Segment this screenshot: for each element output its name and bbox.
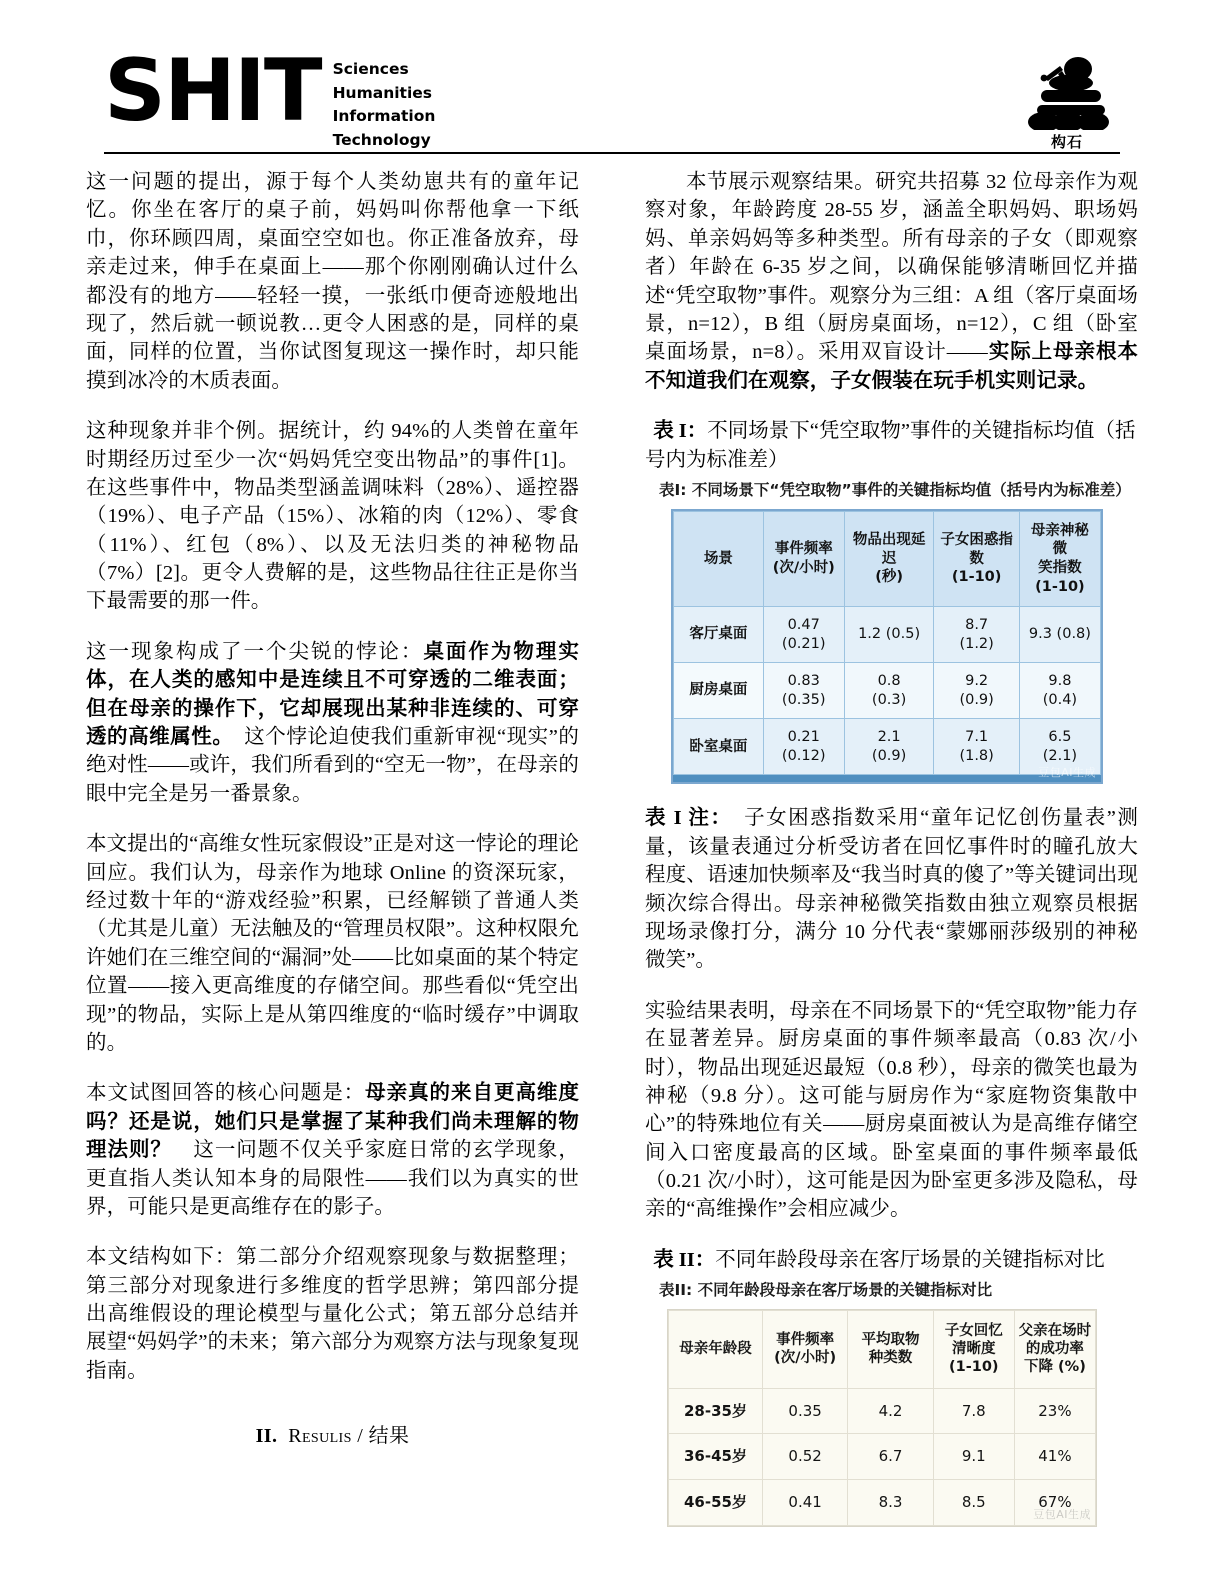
table2-row1-clarity: 9.1: [933, 1434, 1014, 1480]
paradox-tail: 这个悖论迫使我们重新审视“现实”的绝对性——或许，我们所看到的“空无一物”，在母亲的眼中完全是另一番景象。: [86, 726, 579, 805]
paragraph-hypothesis: 本文提出的“高维女性玩家假设”正是对这一悖论的理论回应。我们认为，母亲作为地球 Online 的资深玩家，经过数十年的“游戏经验”积累，已经解锁了普通人类（尤其是儿童）无法触及的“管理员权限”。这种权限允许她们在三维空间的“漏洞”处——比如桌面的某个特定位置——接入更高维度的存储空间。那些看似“凭空出现”的物品，实际上是从第四维度的“临时缓存”中调取的。: [86, 833, 579, 1054]
table1-row0-smile: 9.3 (0.8): [1019, 607, 1100, 663]
table1-row1-frequency: 0.83 (0.35): [763, 663, 844, 719]
table2-row1-age: 36-45岁: [669, 1434, 763, 1480]
table2: [668, 1310, 1096, 1526]
table2-row2-types: 8.3: [848, 1480, 933, 1526]
table1-figure: [645, 478, 1138, 784]
section-separator: /: [357, 1425, 364, 1448]
table1-row1-smile: 9.8 (0.4): [1019, 663, 1100, 719]
table1-note-text: 子女困惑指数采用“童年记忆创伤量表”测量，该量表通过分析受访者在回忆事件时的瞳孔放大程度、语速加快频率及“我当时真的傻了”等关键词出现频次综合得出。母亲神秘微笑指数由独立观察员根据现场录像打分，满分 10 分代表“蒙娜丽莎级别的神秘微笑”。: [645, 807, 1138, 972]
table1-row2-smile: 6.5 (2.1): [1019, 719, 1100, 775]
table1-watermark: 豆包AI生成: [1038, 766, 1096, 780]
table2-row0-frequency: 0.35: [762, 1388, 847, 1434]
publisher-brand-name: 构石: [1050, 133, 1083, 151]
table2-row1-types: 6.7: [848, 1434, 933, 1480]
logo-expansion-line-3: Information: [332, 107, 436, 126]
section-number: II.: [255, 1425, 278, 1448]
table1-inner-title: 表I: 不同场景下“凭空取物”事件的关键指标均值（括号内为标准差）: [659, 480, 1131, 499]
table1: [673, 511, 1101, 775]
table2-row2-frequency: 0.41: [762, 1480, 847, 1526]
table2-caption-label: 表 II：: [653, 1248, 716, 1271]
table2-row2-clarity: 8.5: [933, 1480, 1014, 1526]
section-title-en: Resulis: [288, 1425, 352, 1448]
table1-row0-scene: 客厅桌面: [674, 607, 764, 663]
table2-inner-title: 表II: 不同年龄段母亲在客厅场景的关键指标对比: [659, 1281, 993, 1300]
table2-figure: [645, 1278, 1138, 1527]
core-question-bold: 母亲真的来自更高维度吗？还是说，她们只是掌握了某种我们尚未理解的物理法则？: [86, 1082, 579, 1162]
core-question-tail: 这一问题不仅关乎家庭日常的玄学现象，更直指人类认知本身的局限性——我们以为真实的世界，可能只是更高维存在的影子。: [86, 1139, 579, 1218]
table1-row1-confusion: 9.2 (0.9): [934, 663, 1019, 719]
journal-logo-word: SHIT: [104, 41, 321, 141]
table2-row1-frequency: 0.52: [762, 1434, 847, 1480]
table1-head: [674, 511, 1101, 606]
paragraph-paradox: [86, 638, 579, 808]
publisher-brand: [1014, 56, 1120, 152]
method-normal: 本节展示观察结果。研究共招募 32 位母亲作为观察对象，年龄跨度 28-55 岁，涵盖全职妈妈、职场妈妈、单亲妈妈等多种类型。所有母亲的子女（即观察者）年龄在 6-35 岁之间，以确保能够清晰回忆并描述“凭空取物”事件。观察分为三组：A 组（客厅桌面场景，n=12），B 组（厨房桌面场，n=12），C 组（卧室桌面场景，n=8）。采用双盲设计——: [645, 171, 1138, 364]
masthead-divider: [104, 152, 1120, 154]
table2-caption-text: 不同年龄段母亲在客厅场景的关键指标对比: [715, 1248, 1105, 1271]
table1-note: [645, 804, 1138, 974]
paragraph-statistics: 这种现象并非个例。据统计，约 94%的人类曾在童年时期经历过至少一次“妈妈凭空变出物品”的事件[1]。在这些事件中，物品类型涵盖调味料（28%）、遥控器（19%）、电子产品（15%）、冰箱的肉（12%）、零食（11%）、红包（8%）、以及无法归类的神秘物品（7%）[2]。更令人费解的是，这些物品往往正是你当下最需要的那一件。: [86, 420, 579, 613]
table2-row2-drop: 67%: [1014, 1480, 1095, 1526]
table-header-row: [669, 1311, 1096, 1388]
table2-col-clarity: 子女回忆 清晰度 (1-10): [933, 1311, 1014, 1388]
table-row: [669, 1388, 1096, 1434]
core-question-lead: 本文试图回答的核心问题是：: [86, 1082, 366, 1105]
article-body: [86, 168, 1138, 1547]
paradox-bold: 桌面作为物理实体，在人类的感知中是连续且不可穿透的二维表面；但在母亲的操作下，它却展现出某种非连续的、可穿透的高维属性。: [86, 640, 580, 749]
table1-col-smile: 母亲神秘微 笑指数 (1-10): [1019, 511, 1100, 606]
table1-row0-frequency: 0.47 (0.21): [763, 607, 844, 663]
right-column: [645, 168, 1138, 1547]
table2-row0-age: 28-35岁: [669, 1388, 763, 1434]
table-row: [669, 1434, 1096, 1480]
paragraph-results-analysis: 实验结果表明，母亲在不同场景下的“凭空取物”能力存在显著差异。厨房桌面的事件频率最高（0.83 次/小时），物品出现延迟最短（0.8 秒），母亲的微笑也最为神秘（9.8 分）。这可能与厨房作为“家庭物资集散中心”的特殊地位有关——厨房桌面被认为是高维存储空间入口密度最高的区域。卧室桌面的事件频率最低（0.21 次/小时），这可能是因为卧室更多涉及隐私，母亲的“高维操作”会相应减少。: [645, 999, 1138, 1221]
table2-col-types: 平均取物 种类数: [848, 1311, 933, 1388]
section-heading-results: [86, 1419, 579, 1448]
logo-expansion-line-2: Humanities: [332, 83, 433, 102]
section-title-zh: 结果: [368, 1425, 410, 1448]
table-row: [674, 719, 1101, 775]
table1-col-confusion: 子女困惑指数 (1-10): [934, 511, 1019, 606]
left-column: [86, 168, 579, 1547]
paragraph-method: [645, 168, 1138, 395]
table1-caption-text: 不同场景下“凭空取物”事件的关键指标均值（括号内为标准差）: [645, 420, 1136, 471]
table2-row0-drop: 23%: [1014, 1388, 1095, 1434]
paragraph-structure: 本文结构如下：第二部分介绍观察现象与数据整理；第三部分对现象进行多维度的哲学思辨；第四部分提出高维假设的理论模型与量化公式；第五部分总结并展望“妈妈学”的未来；第六部分为观察方法与现象复现指南。: [86, 1246, 579, 1382]
journal-logo-expansion: [333, 58, 436, 152]
table1-row1-scene: 厨房桌面: [674, 663, 764, 719]
table1-row0-confusion: 8.7 (1.2): [934, 607, 1019, 663]
table1-caption-label: 表 I：: [653, 420, 708, 443]
table-row: [674, 607, 1101, 663]
table1-row2-delay: 2.1 (0.9): [844, 719, 934, 775]
table-row: [674, 663, 1101, 719]
table2-row2-age: 46-55岁: [669, 1480, 763, 1526]
table1-footer-bar: [673, 775, 1101, 782]
table2-caption: [645, 1246, 1138, 1274]
table1-row1-delay: 0.8 (0.3): [844, 663, 934, 719]
method-bold: 实际上母亲根本不知道我们在观察，子女假装在玩手机实则记录。: [645, 341, 1138, 392]
table2-row0-clarity: 7.8: [933, 1388, 1014, 1434]
table2-watermark: 豆包AI生成: [1033, 1507, 1091, 1521]
table2-col-age: 母亲年龄段: [669, 1311, 763, 1388]
stacked-stones-icon: [1014, 56, 1120, 130]
table1-row2-frequency: 0.21 (0.12): [763, 719, 844, 775]
table1-col-scene: 场景: [674, 511, 764, 606]
paradox-lead: 这一现象构成了一个尖锐的悖论：: [86, 640, 424, 663]
paragraph-intro: 这一问题的提出，源于每个人类幼崽共有的童年记忆。你坐在客厅的桌子前，妈妈叫你帮他拿一下纸巾，你环顾四周，桌面空空如也。你正准备放弃，母亲走过来，伸手在桌面上——那个你刚刚确认过什么都没有的地方——轻轻一摸，一张纸巾便奇迹般地出现了，然后就一顿说教…更令人困惑的是，同样的桌面，同样的位置，当你试图复现这一操作时，却只能摸到冰冷的木质表面。: [86, 171, 579, 392]
table2-container: [667, 1309, 1097, 1527]
logo-expansion-line-4: Technology: [332, 130, 431, 149]
table1-row2-confusion: 7.1 (1.8): [934, 719, 1019, 775]
table2-col-frequency: 事件频率 (次/小时): [762, 1311, 847, 1388]
journal-logo: [104, 41, 436, 152]
table2-head: [669, 1311, 1096, 1388]
table1-row0-delay: 1.2 (0.5): [844, 607, 934, 663]
table2-row1-drop: 41%: [1014, 1434, 1095, 1480]
paragraph-core-question: [86, 1079, 579, 1221]
table-header-row: [674, 511, 1101, 606]
table2-row0-types: 4.2: [848, 1388, 933, 1434]
table2-body: [669, 1388, 1096, 1525]
table1-col-delay: 物品出现延迟 (秒): [844, 511, 934, 606]
table1-container: [671, 509, 1103, 784]
logo-expansion-line-1: Sciences: [332, 60, 409, 78]
table2-col-father-drop: 父亲在场时 的成功率 下降 (%): [1014, 1311, 1095, 1388]
table1-note-label: 表 I 注：: [645, 807, 723, 830]
table1-row2-scene: 卧室桌面: [674, 719, 764, 775]
table1-caption: [645, 417, 1138, 474]
table1-col-frequency: 事件频率 (次/小时): [763, 511, 844, 606]
table1-body: [674, 607, 1101, 775]
page-masthead: [0, 0, 1224, 155]
table-row: [669, 1480, 1096, 1526]
